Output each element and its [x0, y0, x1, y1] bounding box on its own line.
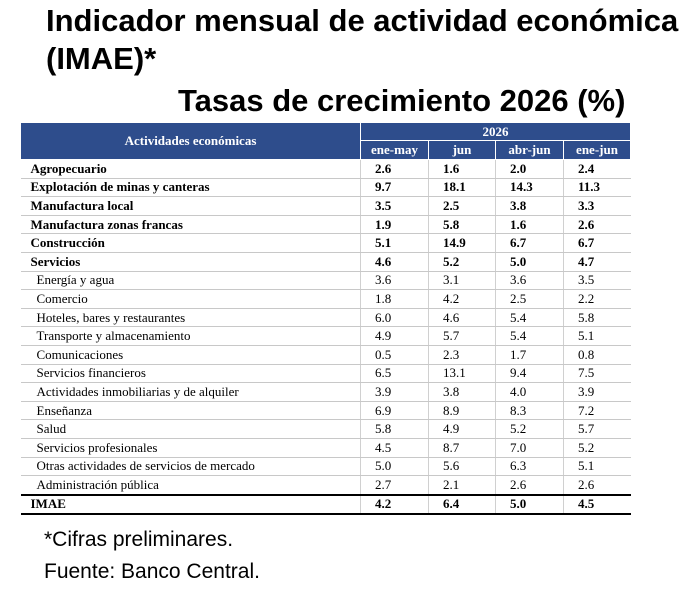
cell-value: 5.0	[496, 252, 564, 271]
cell-value: 3.8	[429, 383, 496, 402]
cell-value: 4.9	[361, 327, 429, 346]
cell-value: 2.2	[564, 290, 631, 309]
table-row	[21, 420, 631, 439]
table-row	[21, 383, 631, 402]
cell-value: 4.6	[361, 252, 429, 271]
cell-value: 13.1	[429, 364, 496, 383]
cell-value: 4.9	[429, 420, 496, 439]
cell-value: 2.7	[361, 476, 429, 495]
row-label: Agropecuario	[21, 160, 361, 179]
cell-value: 8.3	[496, 401, 564, 420]
cell-value: 1.7	[496, 345, 564, 364]
cell-value: 4.2	[361, 495, 429, 515]
cell-value: 1.9	[361, 215, 429, 234]
cell-value: 3.9	[564, 383, 631, 402]
row-label: Comercio	[21, 290, 361, 309]
header-col-abr-jun: abr-jun	[496, 141, 564, 160]
cell-value: 6.0	[361, 308, 429, 327]
cell-value: 7.2	[564, 401, 631, 420]
row-label: Explotación de minas y canteras	[21, 178, 361, 197]
header-col-ene-may: ene-may	[361, 141, 429, 160]
cell-value: 5.4	[496, 308, 564, 327]
cell-value: 2.6	[496, 476, 564, 495]
table-row	[21, 345, 631, 364]
cell-value: 5.1	[564, 457, 631, 476]
cell-value: 0.5	[361, 345, 429, 364]
cell-value: 2.0	[496, 160, 564, 179]
table-row	[21, 476, 631, 495]
table-row	[21, 290, 631, 309]
cell-value: 3.8	[496, 197, 564, 216]
table-row-total	[21, 495, 631, 515]
row-label: Energía y agua	[21, 271, 361, 290]
cell-value: 6.7	[564, 234, 631, 253]
title-line-2: Tasas de crecimiento 2026 (%)	[178, 83, 626, 118]
table-row	[21, 327, 631, 346]
cell-value: 6.3	[496, 457, 564, 476]
row-label: Otras actividades de servicios de mercado	[21, 457, 361, 476]
cell-value: 7.0	[496, 438, 564, 457]
cell-value: 6.4	[429, 495, 496, 515]
footnote: *Cifras preliminares.	[44, 528, 234, 551]
row-label: Manufactura zonas francas	[21, 215, 361, 234]
row-label: Enseñanza	[21, 401, 361, 420]
cell-value: 11.3	[564, 178, 631, 197]
source-note: Fuente: Banco Central.	[44, 560, 260, 583]
table-row	[21, 308, 631, 327]
row-label: Transporte y almacenamiento	[21, 327, 361, 346]
table-row	[21, 438, 631, 457]
imae-table	[20, 122, 631, 515]
cell-value: 4.2	[429, 290, 496, 309]
table-row	[21, 457, 631, 476]
cell-value: 5.8	[564, 308, 631, 327]
cell-value: 5.0	[361, 457, 429, 476]
table-row	[21, 252, 631, 271]
cell-value: 5.6	[429, 457, 496, 476]
header-col-ene-jun: ene-jun	[564, 141, 631, 160]
cell-value: 5.7	[429, 327, 496, 346]
row-label: Manufactura local	[21, 197, 361, 216]
cell-value: 14.9	[429, 234, 496, 253]
table-row	[21, 364, 631, 383]
cell-value: 3.1	[429, 271, 496, 290]
title-line-1: Indicador mensual de actividad económica (IMAE)*	[46, 3, 679, 76]
row-label: Comunicaciones	[21, 345, 361, 364]
cell-value: 5.2	[564, 438, 631, 457]
cell-value: 8.9	[429, 401, 496, 420]
cell-value: 5.8	[361, 420, 429, 439]
cell-value: 2.1	[429, 476, 496, 495]
cell-value: 2.5	[496, 290, 564, 309]
cell-value: 5.4	[496, 327, 564, 346]
cell-value: 1.8	[361, 290, 429, 309]
cell-value: 9.7	[361, 178, 429, 197]
cell-value: 4.5	[361, 438, 429, 457]
row-label: Actividades inmobiliarias y de alquiler	[21, 383, 361, 402]
cell-value: 2.6	[564, 476, 631, 495]
cell-value: 3.6	[361, 271, 429, 290]
table-row	[21, 234, 631, 253]
row-label: Administración pública	[21, 476, 361, 495]
table-row	[21, 271, 631, 290]
cell-value: 2.5	[429, 197, 496, 216]
table-row	[21, 160, 631, 179]
cell-value: 6.7	[496, 234, 564, 253]
table-row	[21, 215, 631, 234]
row-label: Salud	[21, 420, 361, 439]
row-label: Hoteles, bares y restaurantes	[21, 308, 361, 327]
cell-value: 5.2	[496, 420, 564, 439]
cell-value: 2.6	[564, 215, 631, 234]
row-label: Construcción	[21, 234, 361, 253]
cell-value: 2.3	[429, 345, 496, 364]
cell-value: 2.4	[564, 160, 631, 179]
cell-value: 4.6	[429, 308, 496, 327]
cell-value: 3.6	[496, 271, 564, 290]
cell-value: 6.9	[361, 401, 429, 420]
row-label: Servicios	[21, 252, 361, 271]
cell-value: 3.5	[564, 271, 631, 290]
cell-value: 5.7	[564, 420, 631, 439]
cell-value: 14.3	[496, 178, 564, 197]
cell-value: 4.7	[564, 252, 631, 271]
cell-value: 5.1	[564, 327, 631, 346]
row-label: Servicios financieros	[21, 364, 361, 383]
cell-value: 7.5	[564, 364, 631, 383]
cell-value: 3.5	[361, 197, 429, 216]
cell-value: 3.9	[361, 383, 429, 402]
header-year: 2026	[361, 123, 631, 141]
cell-value: 5.0	[496, 495, 564, 515]
cell-value: 5.1	[361, 234, 429, 253]
cell-value: 5.8	[429, 215, 496, 234]
cell-value: 9.4	[496, 364, 564, 383]
cell-value: 5.2	[429, 252, 496, 271]
cell-value: 4.0	[496, 383, 564, 402]
cell-value: 6.5	[361, 364, 429, 383]
header-activities: Actividades económicas	[21, 123, 361, 160]
cell-value: 3.3	[564, 197, 631, 216]
row-label: Servicios profesionales	[21, 438, 361, 457]
cell-value: 1.6	[429, 160, 496, 179]
cell-value: 2.6	[361, 160, 429, 179]
cell-value: 0.8	[564, 345, 631, 364]
cell-value: 18.1	[429, 178, 496, 197]
row-label: IMAE	[21, 495, 361, 515]
cell-value: 8.7	[429, 438, 496, 457]
cell-value: 4.5	[564, 495, 631, 515]
table-row	[21, 401, 631, 420]
table-row	[21, 197, 631, 216]
header-col-jun: jun	[429, 141, 496, 160]
table-row	[21, 178, 631, 197]
cell-value: 1.6	[496, 215, 564, 234]
